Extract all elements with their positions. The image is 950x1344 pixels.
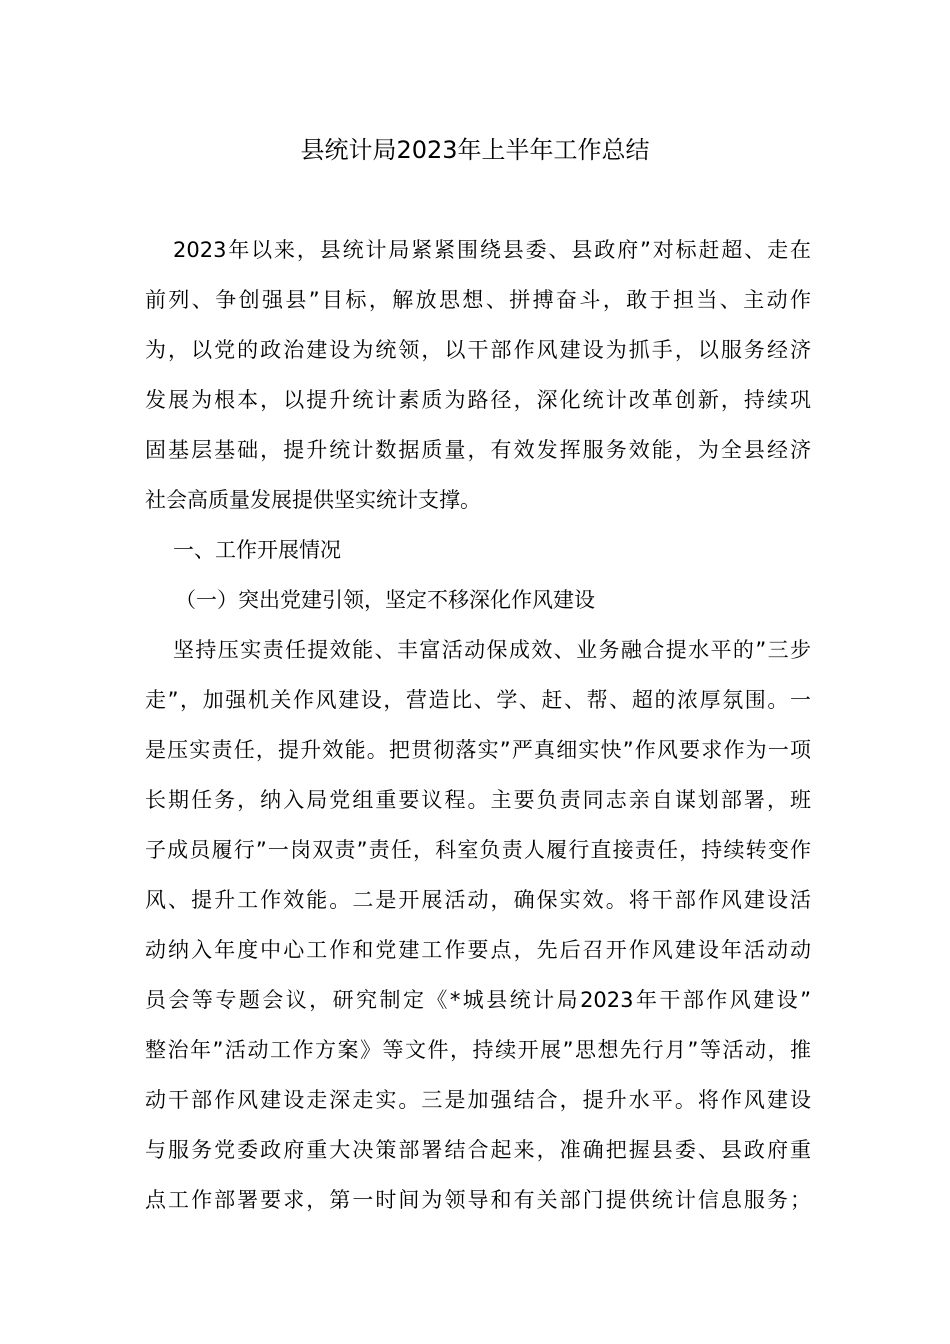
paragraph-line: 整治年”活动工作方案》等文件，持续开展”思想先行月”等活动，推 (145, 1038, 811, 1062)
paragraph-line: 为，以党的政治建设为统领，以干部作风建设为抓手，以服务经济 (145, 338, 811, 362)
paragraph-line: 长期任务，纳入局党组重要议程。主要负责同志亲自谋划部署，班 (145, 788, 811, 812)
paragraph-line: 风、提升工作效能。二是开展活动，确保实效。将干部作风建设活 (145, 888, 811, 912)
paragraph-line: 坚持压实责任提效能、丰富活动保成效、业务融合提水平的”三步 (173, 638, 811, 662)
paragraph-line: 动纳入年度中心工作和党建工作要点，先后召开作风建设年活动动 (145, 938, 811, 962)
paragraph-line: 社会高质量发展提供坚实统计支撑。 (145, 488, 481, 512)
paragraph-line: 是压实责任，提升效能。把贯彻落实”严真细实快”作风要求作为一项 (145, 738, 811, 762)
paragraph-line: 2023年以来，县统计局紧紧围绕县委、县政府”对标赶超、走在 (173, 238, 811, 262)
paragraph-line: 员会等专题会议，研究制定《*城县统计局2023年干部作风建设” (145, 988, 811, 1012)
paragraph-line: 走”，加强机关作风建设，营造比、学、赶、帮、超的浓厚氛围。一 (145, 688, 811, 712)
subsection-heading: （一）突出党建引领，坚定不移深化作风建设 (175, 588, 595, 612)
paragraph-line: 动干部作风建设走深走实。三是加强结合，提升水平。将作风建设 (145, 1088, 811, 1112)
document-body (145, 225, 811, 1225)
section-heading: 一、工作开展情况 (173, 538, 341, 562)
paragraph-line: 前列、争创强县”目标，解放思想、拼搏奋斗，敢于担当、主动作 (145, 288, 811, 312)
paragraph-line: 发展为根本，以提升统计素质为路径，深化统计改革创新，持续巩 (145, 388, 811, 412)
paragraph-line: 点工作部署要求，第一时间为领导和有关部门提供统计信息服务； (145, 1188, 811, 1212)
paragraph-line: 与服务党委政府重大决策部署结合起来，准确把握县委、县政府重 (145, 1138, 811, 1162)
document-title: 县统计局2023年上半年工作总结 (300, 136, 650, 164)
paragraph-line: 子成员履行”一岗双责”责任，科室负责人履行直接责任，持续转变作 (145, 838, 811, 862)
paragraph-line: 固基层基础，提升统计数据质量，有效发挥服务效能，为全县经济 (145, 438, 811, 462)
